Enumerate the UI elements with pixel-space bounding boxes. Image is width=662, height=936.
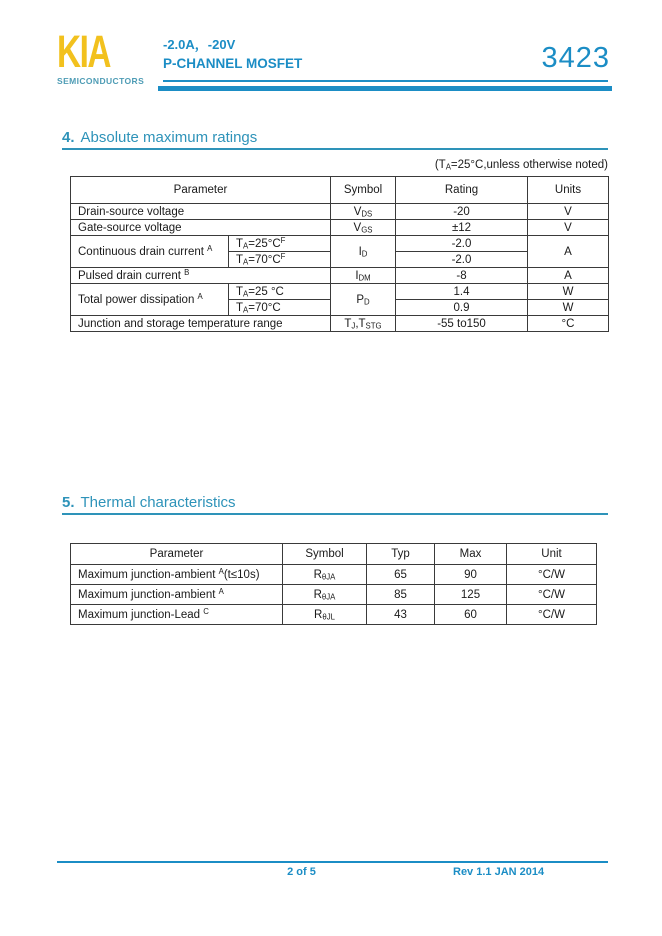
cell-param: Total power dissipation $^A$ — [71, 284, 229, 316]
col-header-parameter: Parameter — [71, 177, 331, 204]
abs-max-header-row — [71, 177, 609, 204]
col-header-unit: Unit — [507, 544, 597, 565]
cell-param: Maximum junction-ambient $^A$(t≤10s) — [71, 565, 283, 585]
abs-max-table — [70, 176, 609, 332]
cell-rating: 0.9 — [396, 300, 528, 316]
header-rule-thick — [158, 86, 612, 91]
table-row-rthja-pulse — [71, 565, 597, 585]
cell-rating: 1.4 — [396, 284, 528, 300]
cell-symbol: $I_D$ — [331, 236, 396, 268]
cell-units: W — [528, 300, 609, 316]
cell-param: Gate-source voltage — [71, 220, 331, 236]
thermal-table — [70, 543, 597, 625]
table-row-vgs — [71, 220, 609, 236]
cell-rating: -8 — [396, 268, 528, 284]
cell-param: Drain-source voltage — [71, 204, 331, 220]
table-row-id-25 — [71, 236, 609, 252]
cell-units: A — [528, 268, 609, 284]
device-type-line: P-CHANNEL MOSFET — [163, 55, 303, 71]
logo-kia-text: KIA — [57, 26, 110, 77]
header-rule-thin — [163, 80, 608, 82]
cell-max: 125 — [435, 585, 507, 605]
cell-param: Maximum junction-Lead $^C$ — [71, 605, 283, 625]
cell-unit: °C/W — [507, 605, 597, 625]
footer-revision: Rev 1.1 JAN 2014 — [453, 866, 545, 878]
device-rating-line: -2.0A，-20V — [163, 37, 236, 52]
cell-symbol: $P_D$ — [331, 284, 396, 316]
cell-rating: -2.0 — [396, 236, 528, 252]
cell-symbol: $R_{\theta JA}$ — [283, 565, 367, 585]
cell-units: V — [528, 220, 609, 236]
thermal-header-row — [71, 544, 597, 565]
cell-typ: 85 — [367, 585, 435, 605]
cell-condition: $T_A=25$ °C — [229, 284, 331, 300]
table-row-pd-25 — [71, 284, 609, 300]
cell-typ: 43 — [367, 605, 435, 625]
cell-unit: °C/W — [507, 585, 597, 605]
cell-symbol: $R_{\theta JL}$ — [283, 605, 367, 625]
part-number: 3423 — [541, 42, 610, 74]
col-header-symbol: Symbol — [331, 177, 396, 204]
cell-units: V — [528, 204, 609, 220]
cell-condition: $T_A=70^\circ C^F$ — [229, 252, 331, 268]
abs-max-condition-note: ($T_A=25^\circ C,unless$ otherwise noted) — [434, 159, 608, 172]
footer-page-number: 2 of 5 — [287, 866, 316, 878]
section4-title — [62, 129, 257, 146]
cell-symbol: $I_{DM}$ — [331, 268, 396, 284]
cell-rating: -2.0 — [396, 252, 528, 268]
cell-rating: ±12 — [396, 220, 528, 236]
cell-unit: °C/W — [507, 565, 597, 585]
cell-symbol: $T_J,T_{STG}$ — [331, 316, 396, 332]
footer-rule — [57, 861, 608, 863]
cell-condition: $T_A=25^\circ C^F$ — [229, 236, 331, 252]
cell-rating: -20 — [396, 204, 528, 220]
cell-param: Pulsed drain current $^B$ — [71, 268, 331, 284]
logo-semiconductors-text: SEMICONDUCTORS — [57, 76, 145, 87]
cell-symbol: $V_{GS}$ — [331, 220, 396, 236]
device-summary — [163, 36, 302, 74]
col-header-max: Max — [435, 544, 507, 565]
section4-title-text: Absolute maximum ratings — [80, 129, 258, 146]
cell-units: W — [528, 284, 609, 300]
section5-number: 5. — [62, 494, 75, 511]
cell-param: Maximum junction-ambient $^A$ — [71, 585, 283, 605]
section5-title-text: Thermal characteristics — [80, 494, 236, 511]
section5-rule — [62, 513, 608, 515]
section4-rule — [62, 148, 608, 150]
section5-title — [62, 494, 236, 511]
brand-logo — [57, 28, 167, 86]
table-row-rthja — [71, 585, 597, 605]
col-header-typ: Typ — [367, 544, 435, 565]
cell-max: 60 — [435, 605, 507, 625]
cell-units: °C — [528, 316, 609, 332]
table-row-rthjl — [71, 605, 597, 625]
cell-symbol: $R_{\theta JA}$ — [283, 585, 367, 605]
cell-max: 90 — [435, 565, 507, 585]
table-row-idm — [71, 268, 609, 284]
cell-rating: -55 to150 — [396, 316, 528, 332]
col-header-parameter: Parameter — [71, 544, 283, 565]
cell-param: Junction and storage temperature range — [71, 316, 331, 332]
cell-param: Continuous drain current $^A$ — [71, 236, 229, 268]
col-header-units: Units — [528, 177, 609, 204]
cell-condition: $T_A=70^\circ C$ — [229, 300, 331, 316]
table-row-vds — [71, 204, 609, 220]
table-row-tj — [71, 316, 609, 332]
section4-number: 4. — [62, 129, 75, 146]
cell-typ: 65 — [367, 565, 435, 585]
col-header-rating: Rating — [396, 177, 528, 204]
col-header-symbol: Symbol — [283, 544, 367, 565]
cell-symbol: $V_{DS}$ — [331, 204, 396, 220]
cell-units: A — [528, 236, 609, 268]
